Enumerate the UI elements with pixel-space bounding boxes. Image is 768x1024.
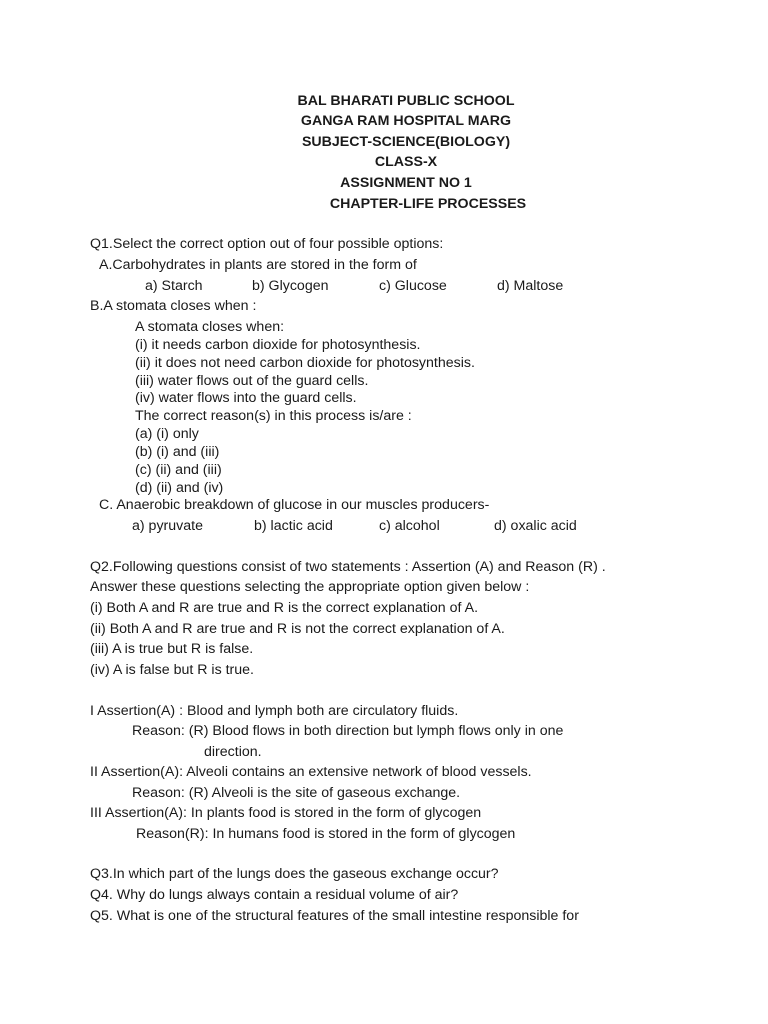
q2-reason-1-cont: direction.: [204, 744, 262, 760]
q1b-line: The correct reason(s) in this process is/are :: [135, 408, 412, 424]
q1a-option-c: c) Glucose: [379, 278, 447, 294]
q2-option: (iii) A is true but R is false.: [90, 641, 254, 657]
q2-option: (iv) A is false but R is true.: [90, 662, 255, 678]
q1b-line: (d) (ii) and (iv): [135, 480, 224, 496]
q5: Q5. What is one of the structural features of the small intestine responsible for: [90, 908, 579, 924]
q2-assertion-2: II Assertion(A): Alveoli contains an extensive network of blood vessels.: [90, 764, 532, 780]
q1b-line: (i) it needs carbon dioxide for photosynthesis.: [135, 337, 421, 353]
school-address: GANGA RAM HOSPITAL MARG: [300, 113, 512, 129]
q1c-stem: C. Anaerobic breakdown of glucose in our muscles producers-: [99, 497, 490, 513]
q1a-option-d: d) Maltose: [497, 278, 564, 294]
q1a-option-a: a) Starch: [145, 278, 203, 294]
q1c-option-b: b) lactic acid: [254, 518, 333, 534]
assignment-title: ASSIGNMENT NO 1: [340, 175, 472, 191]
subject-title: SUBJECT-SCIENCE(BIOLOGY): [301, 134, 511, 150]
q2-reason-2: Reason: (R) Alveoli is the site of gaseous exchange.: [132, 785, 461, 801]
q2-reason-3: Reason(R): In humans food is stored in the form of glycogen: [136, 826, 516, 842]
q2-option: (i) Both A and R are true and R is the correct explanation of A.: [90, 600, 479, 616]
q1c-option-a: a) pyruvate: [132, 518, 203, 534]
q1-intro: Q1.Select the correct option out of four possible options:: [90, 236, 444, 252]
q1b-stem: B.A stomata closes when :: [90, 298, 257, 314]
q1b-line: A stomata closes when:: [135, 319, 285, 335]
q1b-line: (c) (ii) and (iii): [135, 462, 222, 478]
q1b-line: (ii) it does not need carbon dioxide for photosynthesis.: [135, 355, 475, 371]
q2-reason-1: Reason: (R) Blood flows in both direction but lymph flows only in one: [132, 723, 564, 739]
q2-assertion-3: III Assertion(A): In plants food is stored in the form of glycogen: [90, 805, 482, 821]
q1b-line: (a) (i) only: [135, 426, 199, 442]
q1b-line: (iv) water flows into the guard cells.: [135, 390, 357, 406]
q1c-option-c: c) alcohol: [379, 518, 440, 534]
q1b-line: (iii) water flows out of the guard cells.: [135, 373, 369, 389]
q2-instruction: Answer these questions selecting the appropriate option given below :: [90, 579, 530, 595]
school-name: BAL BHARATI PUBLIC SCHOOL: [297, 93, 515, 109]
q2-option: (ii) Both A and R are true and R is not the correct explanation of A.: [90, 621, 505, 637]
q1a-option-b: b) Glycogen: [252, 278, 329, 294]
q3: Q3.In which part of the lungs does the gaseous exchange occur?: [90, 866, 499, 882]
class-title: CLASS-X: [374, 154, 438, 170]
q1a-stem: A.Carbohydrates in plants are stored in the form of: [99, 257, 417, 273]
chapter-title: CHAPTER-LIFE PROCESSES: [329, 196, 527, 212]
q4: Q4. Why do lungs always contain a residual volume of air?: [90, 887, 459, 903]
q2-assertion-1: I Assertion(A) : Blood and lymph both are circulatory fluids.: [90, 703, 459, 719]
q1b-line: (b) (i) and (iii): [135, 444, 220, 460]
q2-intro: Q2.Following questions consist of two statements : Assertion (A) and Reason (R) .: [90, 559, 606, 575]
q1c-option-d: d) oxalic acid: [494, 518, 577, 534]
